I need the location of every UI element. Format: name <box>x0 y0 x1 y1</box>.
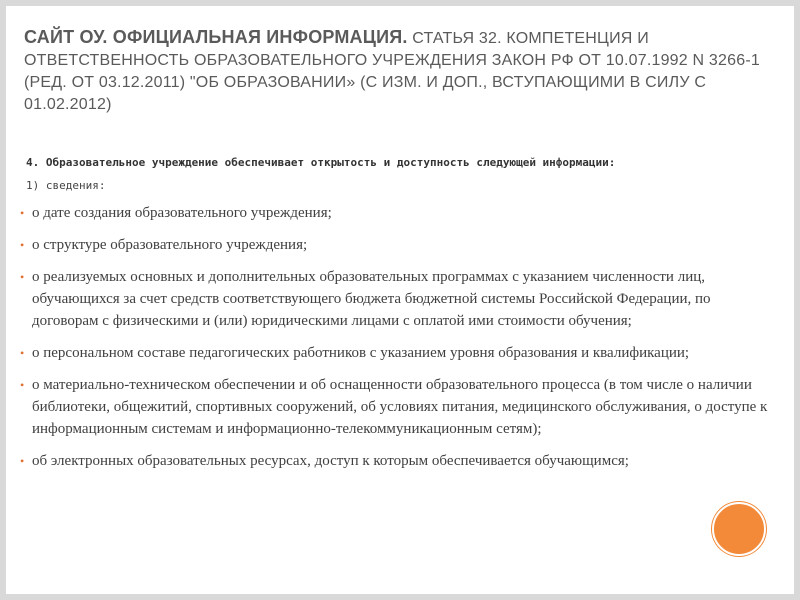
slide-content <box>22 156 777 482</box>
info-list <box>22 202 777 472</box>
slide-title <box>24 26 784 116</box>
sub-heading: 1) сведения: <box>26 179 106 192</box>
list-item-text: о персональном составе педагогических работников с указанием уровня образования и квалификации; <box>32 345 690 361</box>
lead-paragraph: 4. Образовательное учреждение обеспечивает открытость и доступность следующей информации: <box>26 156 616 169</box>
list-item <box>22 342 777 364</box>
slide-title-main: САЙТ ОУ. ОФИЦИАЛЬНАЯ ИНФОРМАЦИЯ. <box>24 27 408 47</box>
list-item <box>22 450 777 472</box>
bullet-icon: • <box>20 378 25 392</box>
list-item-text: о реализуемых основных и дополнительных образовательных программах с указанием численности лиц, обучающихся за счет средств соответствующего бюджета бюджетной системы Российской Федерации, по договорам с физическими и (или) юридическими лицами с оплатой ими стоимости обучения; <box>32 269 711 329</box>
frame-left-border <box>0 0 6 600</box>
bullet-icon: • <box>20 206 25 220</box>
list-item <box>22 374 777 440</box>
bullet-icon: • <box>20 238 25 252</box>
list-item <box>22 234 777 256</box>
bullet-icon: • <box>20 346 25 360</box>
list-item-text: о структуре образовательного учреждения; <box>32 237 308 253</box>
frame-right-border <box>794 0 800 600</box>
frame-bottom-border <box>0 594 800 600</box>
bullet-icon: • <box>20 454 25 468</box>
bullet-icon: • <box>20 270 25 284</box>
slide-title-rest: СТАТЬЯ 32. КОМПЕТЕНЦИЯ И ОТВЕТСТВЕННОСТЬ ОБРАЗОВАТЕЛЬНОГО УЧРЕЖДЕНИЯ ЗАКОН РФ ОТ 10.07.1992 N 3266-1 (РЕД. ОТ 03.12.2011) "ОБ ОБРАЗОВАНИИ» (С ИЗМ. И ДОП., ВСТУПАЮЩИМИ В СИЛУ С 01.02.2012) <box>24 30 760 113</box>
decorative-circle <box>712 502 766 556</box>
list-item <box>22 266 777 332</box>
list-item-text: об электронных образовательных ресурсах, доступ к которым обеспечивается обучающимся; <box>32 453 629 469</box>
list-item <box>22 202 777 224</box>
list-item-text: о дате создания образовательного учреждения; <box>32 205 332 221</box>
frame-top-border <box>0 0 800 6</box>
list-item-text: о материально-техническом обеспечении и об оснащенности образовательного процесса (в том числе о наличии библиотеки, общежитий, спортивных сооружений, об условиях питания, медицинского обслуживания, о доступе к информационным системам и информационно-телекоммуникационным сетям); <box>32 377 768 437</box>
